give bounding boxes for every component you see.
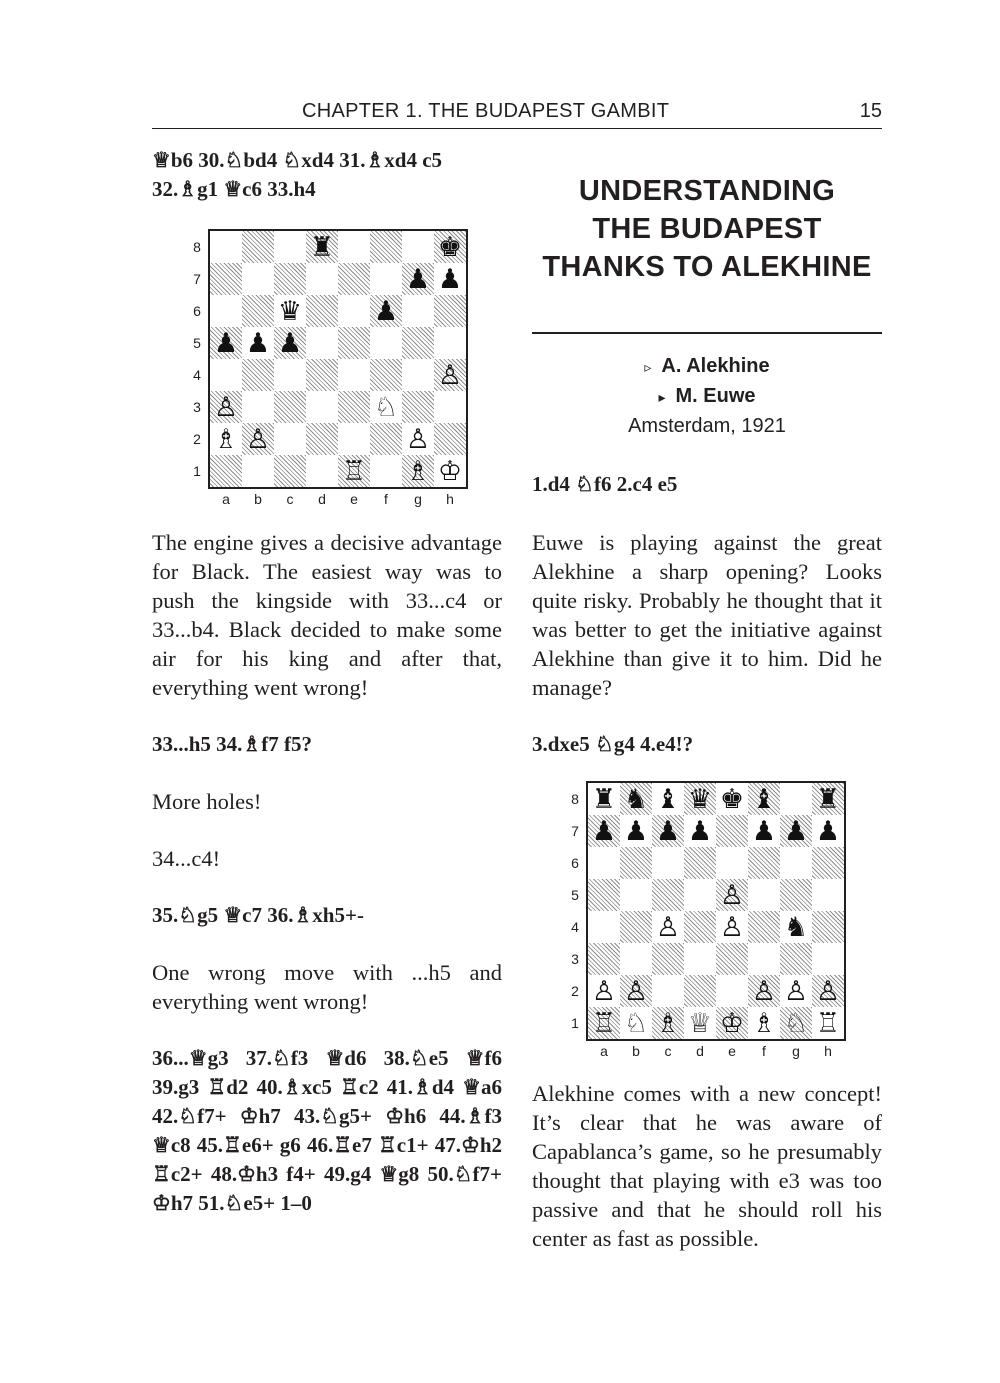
board-square — [370, 455, 402, 487]
chess-piece-icon: ♙ — [623, 975, 649, 1007]
board-square — [338, 359, 370, 391]
chess-piece-icon: ♟ — [277, 327, 303, 359]
chess-piece-icon: ♙ — [783, 975, 809, 1007]
file-label: f — [384, 491, 388, 507]
board-square — [306, 455, 338, 487]
chess-piece-icon: ♟ — [245, 327, 271, 359]
move-text: 1.d4 ♘f6 2.c4 e5 — [532, 472, 678, 496]
board-square — [242, 423, 274, 455]
board-square — [306, 391, 338, 423]
paragraph: Euwe is playing against the great Alekhine a sharp opening? Looks quite risky. Probably he thought that it was better to get the initiative against Alekhine than give it to him. Did he manage? — [532, 530, 882, 700]
board-square — [716, 847, 748, 879]
board-square — [620, 975, 652, 1007]
file-label: c — [664, 1043, 672, 1059]
board-square — [812, 943, 844, 975]
chess-piece-icon: ♟ — [751, 815, 777, 847]
file-label: h — [824, 1043, 832, 1059]
left-column — [152, 146, 502, 204]
board-square — [620, 1007, 652, 1039]
rank-label: 5 — [571, 887, 579, 903]
board-square — [588, 943, 620, 975]
chess-piece-icon: ♙ — [719, 879, 745, 911]
file-label: b — [254, 491, 262, 507]
chess-piece-icon: ♕ — [687, 1007, 713, 1039]
rank-label: 8 — [193, 239, 201, 255]
board-square — [402, 295, 434, 327]
board-square — [684, 847, 716, 879]
board-square — [620, 911, 652, 943]
chess-piece-icon: ♟ — [591, 815, 617, 847]
rank-label: 2 — [193, 431, 201, 447]
board-square — [370, 263, 402, 295]
chess-piece-icon: ♛ — [277, 295, 303, 327]
board-square — [780, 911, 812, 943]
board-square — [242, 455, 274, 487]
chess-piece-icon: ♙ — [437, 359, 463, 391]
board-square — [274, 263, 306, 295]
rank-label: 7 — [193, 271, 201, 287]
board-square — [652, 783, 684, 815]
rank-label: 6 — [571, 855, 579, 871]
file-label: c — [286, 491, 294, 507]
board-square — [652, 847, 684, 879]
right-column-moves — [532, 470, 882, 499]
board-square — [780, 783, 812, 815]
rank-label: 3 — [571, 951, 579, 967]
board-square — [812, 815, 844, 847]
board-square — [402, 263, 434, 295]
chess-piece-icon: ♛ — [687, 783, 713, 815]
chess-piece-icon: ♙ — [655, 911, 681, 943]
chess-diagram-1 — [190, 229, 470, 519]
rank-label: 2 — [571, 983, 579, 999]
board-square — [620, 943, 652, 975]
rank-label: 1 — [193, 463, 201, 479]
board-square — [242, 391, 274, 423]
board-square — [434, 359, 466, 391]
divider — [532, 332, 882, 334]
board-square — [242, 295, 274, 327]
chess-piece-icon: ♖ — [341, 455, 367, 487]
board-square — [370, 327, 402, 359]
board-square — [274, 359, 306, 391]
chess-piece-icon: ♝ — [751, 783, 777, 815]
board-square — [210, 231, 242, 263]
chess-piece-icon: ♚ — [437, 231, 463, 263]
chess-piece-icon: ♘ — [373, 391, 399, 423]
chess-piece-icon: ♙ — [719, 911, 745, 943]
board-square — [620, 847, 652, 879]
chess-piece-icon: ♟ — [373, 295, 399, 327]
board-square — [402, 423, 434, 455]
chess-piece-icon: ♘ — [623, 1007, 649, 1039]
board-square — [338, 327, 370, 359]
board-square — [588, 847, 620, 879]
board-square — [338, 423, 370, 455]
board-square — [684, 1007, 716, 1039]
chess-piece-icon: ♙ — [405, 423, 431, 455]
board-square — [620, 879, 652, 911]
chess-piece-icon: ♜ — [815, 783, 841, 815]
board-square — [588, 975, 620, 1007]
board-square — [338, 455, 370, 487]
board-square — [242, 263, 274, 295]
board-square — [620, 815, 652, 847]
move-text: 33...h5 34.♗f7 f5? — [152, 732, 312, 756]
board-square — [684, 911, 716, 943]
board-square — [684, 879, 716, 911]
board-square — [402, 231, 434, 263]
chess-piece-icon: ♟ — [655, 815, 681, 847]
chess-piece-icon: ♔ — [719, 1007, 745, 1039]
chess-piece-icon: ♞ — [623, 783, 649, 815]
board-square — [242, 359, 274, 391]
chess-piece-icon: ♗ — [405, 455, 431, 487]
board-square — [274, 391, 306, 423]
board-square — [588, 1007, 620, 1039]
board-square — [306, 263, 338, 295]
board-square — [780, 879, 812, 911]
file-label: g — [792, 1043, 800, 1059]
file-label: d — [696, 1043, 704, 1059]
board-square — [370, 231, 402, 263]
chess-piece-icon: ♗ — [213, 423, 239, 455]
file-label: b — [632, 1043, 640, 1059]
board-square — [434, 455, 466, 487]
move-text: 3.dxe5 ♘g4 4.e4!? — [532, 732, 694, 756]
board-square — [210, 295, 242, 327]
rank-label: 5 — [193, 335, 201, 351]
board-square — [210, 455, 242, 487]
paragraph: Alekhine comes with a new concept! It’s clear that he was aware of Capablanca’s game, so he presumably thought that playing with e3 was too passive and that he should roll his center as fast as possible. — [532, 1081, 882, 1251]
board-square — [274, 231, 306, 263]
board-square — [588, 879, 620, 911]
file-label: h — [446, 491, 454, 507]
chess-piece-icon: ♟ — [815, 815, 841, 847]
rank-label: 1 — [571, 1015, 579, 1031]
file-label: d — [318, 491, 326, 507]
chess-piece-icon: ♗ — [751, 1007, 777, 1039]
chess-piece-icon: ♟ — [437, 263, 463, 295]
event: Amsterdam, 1921 — [628, 415, 786, 437]
board-square — [748, 847, 780, 879]
board-square — [780, 975, 812, 1007]
board-square — [748, 975, 780, 1007]
file-label: a — [600, 1043, 608, 1059]
board-square — [620, 783, 652, 815]
page-number: 15 — [859, 100, 882, 122]
rank-label: 3 — [193, 399, 201, 415]
board-square — [716, 943, 748, 975]
board-square — [306, 359, 338, 391]
board-square — [338, 391, 370, 423]
board-square — [652, 879, 684, 911]
board-square — [274, 295, 306, 327]
board-square — [780, 943, 812, 975]
board-square — [434, 231, 466, 263]
chess-piece-icon: ♖ — [591, 1007, 617, 1039]
rank-label: 6 — [193, 303, 201, 319]
board-square — [402, 327, 434, 359]
board-square — [716, 911, 748, 943]
chess-piece-icon: ♙ — [591, 975, 617, 1007]
board-square — [434, 327, 466, 359]
rank-label: 4 — [193, 367, 201, 383]
board-square — [588, 911, 620, 943]
board-square — [748, 879, 780, 911]
board-square — [434, 423, 466, 455]
board-square — [716, 975, 748, 1007]
board-square — [370, 423, 402, 455]
board-square — [306, 231, 338, 263]
rank-label: 8 — [571, 791, 579, 807]
chess-piece-icon: ♔ — [437, 455, 463, 487]
board-square — [652, 943, 684, 975]
chess-piece-icon: ♟ — [213, 327, 239, 359]
board-square — [338, 263, 370, 295]
black-player: ▸ M. Euwe — [658, 385, 756, 407]
board-square — [812, 783, 844, 815]
paragraph: One wrong move with ...h5 and everything went wrong! — [152, 960, 502, 1014]
board-square — [812, 879, 844, 911]
board-square — [748, 911, 780, 943]
chess-diagram-2 — [568, 781, 848, 1071]
board-square — [210, 359, 242, 391]
board-square — [812, 847, 844, 879]
board-square — [210, 423, 242, 455]
chess-piece-icon: ♖ — [815, 1007, 841, 1039]
paragraph: More holes! — [152, 789, 262, 814]
board-square — [274, 455, 306, 487]
chess-piece-icon: ♘ — [783, 1007, 809, 1039]
board-square — [812, 975, 844, 1007]
chess-piece-icon: ♞ — [783, 911, 809, 943]
chess-piece-icon: ♟ — [783, 815, 809, 847]
board-square — [210, 391, 242, 423]
board-square — [274, 423, 306, 455]
board-square — [684, 943, 716, 975]
board-square — [652, 911, 684, 943]
right-column-text — [532, 528, 882, 759]
board-square — [588, 815, 620, 847]
file-label: g — [414, 491, 422, 507]
board-square — [684, 783, 716, 815]
board-square — [370, 391, 402, 423]
running-head: CHAPTER 1. THE BUDAPEST GAMBIT — [302, 100, 670, 122]
black-marker-icon: ▸ — [658, 389, 666, 405]
board-square — [716, 815, 748, 847]
chess-piece-icon: ♟ — [405, 263, 431, 295]
file-label: a — [222, 491, 230, 507]
board-square — [402, 455, 434, 487]
rank-label: 7 — [571, 823, 579, 839]
rank-label: 4 — [571, 919, 579, 935]
board-square — [370, 295, 402, 327]
board-square — [716, 879, 748, 911]
board-square — [434, 295, 466, 327]
left-column-lower — [152, 528, 502, 1218]
board-square — [748, 943, 780, 975]
board-square — [402, 359, 434, 391]
chess-piece-icon: ♟ — [687, 815, 713, 847]
paragraph: 34...c4! — [152, 846, 221, 871]
section-title: UNDERSTANDING THE BUDAPEST THANKS TO ALEKHINE — [542, 175, 872, 283]
board-square — [434, 391, 466, 423]
chess-piece-icon: ♗ — [655, 1007, 681, 1039]
move-text: 35.♘g5 ♕c7 36.♗xh5+- — [152, 903, 364, 927]
board-square — [684, 975, 716, 1007]
chess-piece-icon: ♟ — [623, 815, 649, 847]
chess-piece-icon: ♜ — [309, 231, 335, 263]
board-square — [588, 783, 620, 815]
board-square — [274, 327, 306, 359]
chess-piece-icon: ♙ — [213, 391, 239, 423]
board-square — [402, 391, 434, 423]
board-square — [652, 975, 684, 1007]
file-label: f — [762, 1043, 766, 1059]
move-text: 36...♕g3 37.♘f3 ♕d6 38.♘e5 ♕f6 39.g3 ♖d2 40.♗xc5 ♖c2 41.♗d4 ♕a6 42.♘f7+ ♔h7 43.♘g5+ ♔h6 44.♗f3 ♕c8 45.♖e6+ g6 46.♖e7 ♖c1+ 47.♔h2 ♖c2+ 48.♔h3 f4+ 49.g4 ♕g8 50.♘f7+ ♔h7 51.♘e5+ 1–0 — [152, 1046, 502, 1215]
chess-board — [208, 229, 468, 489]
board-square — [812, 1007, 844, 1039]
board-square — [306, 327, 338, 359]
board-square — [210, 263, 242, 295]
page-header — [152, 98, 882, 129]
white-player: ▹ A. Alekhine — [644, 355, 770, 377]
board-square — [210, 327, 242, 359]
board-square — [748, 815, 780, 847]
board-square — [306, 295, 338, 327]
move-text: ♕b6 30.♘bd4 ♘xd4 31.♗xd4 c5 32.♗g1 ♕c6 33.h4 — [152, 148, 443, 201]
file-label: e — [728, 1043, 736, 1059]
chess-board — [586, 781, 846, 1041]
board-square — [306, 423, 338, 455]
board-square — [370, 359, 402, 391]
board-square — [684, 815, 716, 847]
board-square — [716, 1007, 748, 1039]
chess-piece-icon: ♝ — [655, 783, 681, 815]
board-square — [652, 815, 684, 847]
board-square — [748, 1007, 780, 1039]
board-square — [780, 1007, 812, 1039]
game-info — [532, 352, 882, 441]
chess-piece-icon: ♚ — [719, 783, 745, 815]
board-square — [242, 231, 274, 263]
chess-piece-icon: ♜ — [591, 783, 617, 815]
white-marker-icon: ▹ — [644, 359, 652, 375]
board-square — [338, 295, 370, 327]
board-square — [434, 263, 466, 295]
chess-piece-icon: ♙ — [751, 975, 777, 1007]
paragraph: The engine gives a decisive advantage for Black. The easiest way was to push the kingside with 33...c4 or 33...b4. Black decided to make some air for his king and after that, everything went wrong! — [152, 530, 502, 700]
board-square — [338, 231, 370, 263]
board-square — [716, 783, 748, 815]
right-column-text-2 — [532, 1079, 882, 1253]
board-square — [780, 847, 812, 879]
board-square — [780, 815, 812, 847]
chess-piece-icon: ♙ — [815, 975, 841, 1007]
board-square — [652, 1007, 684, 1039]
chess-piece-icon: ♙ — [245, 423, 271, 455]
board-square — [812, 911, 844, 943]
file-label: e — [350, 491, 358, 507]
board-square — [748, 783, 780, 815]
board-square — [242, 327, 274, 359]
